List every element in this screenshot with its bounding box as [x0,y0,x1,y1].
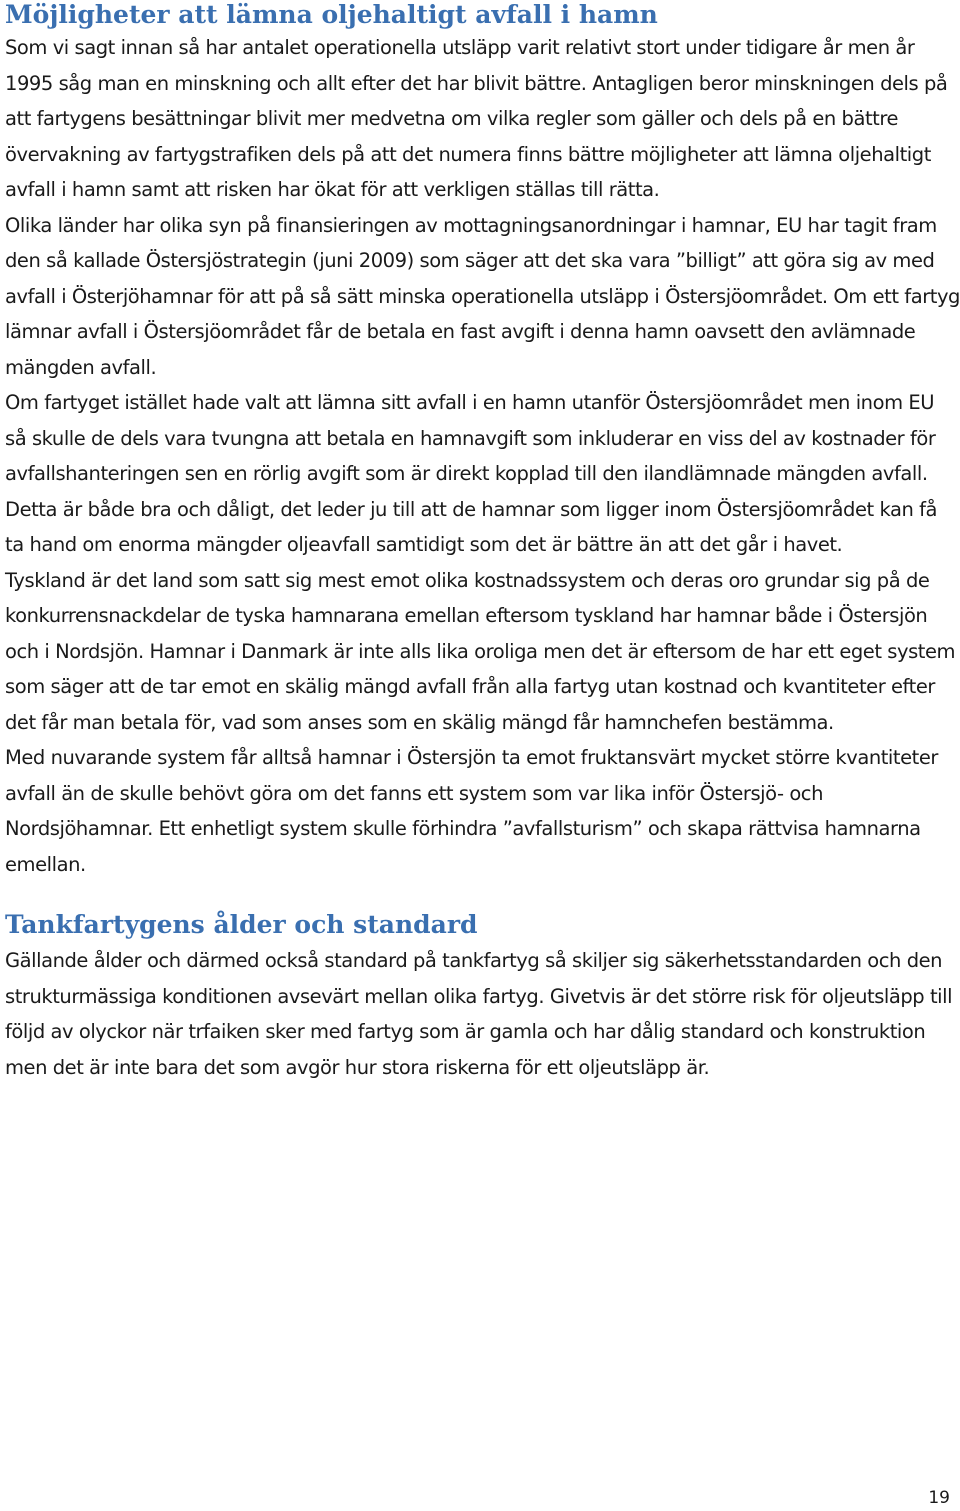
paragraph: Som vi sagt innan så har antalet operationella utsläpp varit relativt stort under tidigare år men år 1995 såg man en minskning och allt efter det har blivit bättre. Antagligen beror minskningen dels på att fartygens besättningar blivit mer medvetna om vilka regler som gäller och dels på en bättre övervakning av fartygstrafiken dels på att det numera finns bättre möjligheter att lämna oljehaltigt avfall i hamn samt att risken har ökat för att verkligen ställas till rätta. [5,36,948,201]
document-page [5,0,960,1085]
paragraph: Gällande ålder och därmed också standard på tankfartyg så skiljer sig säkerhetsstandarden och den strukturmässiga konditionen avsevärt mellan olika fartyg. Givetvis är det större risk för oljeutsläpp till följd av olyckor när trfaiken sker med fartyg som är gamla och har dålig standard och konstruktion men det är inte bara det som avgör hur stora riskerna för ett oljeutsläpp är. [5,949,953,1079]
section-heading: Tankfartygens ålder och standard [5,910,478,939]
paragraph: Med nuvarande system får alltså hamnar i Östersjön ta emot fruktansvärt mycket större kvantiteter avfall än de skulle behövt göra om det fanns ett system som var lika inför Östersjö- och Nordsjöhamnar. Ett enhetligt system skulle förhindra ”avfallsturism” och skapa rättvisa hamnarna emellan. [5,746,938,876]
section-heading: Möjligheter att lämna oljehaltigt avfall i hamn [5,0,658,29]
paragraph: Olika länder har olika syn på finansieringen av mottagningsanordningar i hamnar, EU har tagit fram den så kallade Östersjöstrategin (juni 2009) som säger att det ska vara ”billigt” att göra sig av med avfall i Österjöhamnar för att på så sätt minska operationella utsläpp i Östersjöområdet. Om ett fartyg lämnar avfall i Östersjöområdet får de betala en fast avgift i denna hamn oavsett den avlämnade mängden avfall. [5,213,960,379]
paragraph: Detta är både bra och dåligt, det leder ju till att de hamnar som ligger inom Östersjöområdet kan få ta hand om enorma mängder oljeavfall samtidigt som det är bättre än att det går i havet. [5,497,938,556]
paragraph: Tyskland är det land som satt sig mest emot olika kostnadssystem och deras oro grundar sig på de konkurrensnackdelar de tyska hamnarana emellan eftersom tyskland har hamnar både i Östersjön och i Nordsjön. Hamnar i Danmark är inte alls lika oroliga men det är eftersom de har ett eget system som säger att de tar emot en skälig mängd avfall från alla fartyg utan kostnad och kvantiteter efter det får man betala för, vad som anses som en skälig mängd får hamnchefen bestämma. [5,568,956,734]
page-number: 19 [928,1488,950,1508]
paragraph: Om fartyget istället hade valt att lämna sitt avfall i en hamn utanför Östersjöområdet men inom EU så skulle de dels vara tvungna att betala en hamnavgift som inkluderar en viss del av kostnader för avfallshanteringen sen en rörlig avgift som är direkt kopplad till den ilandlämnade mängden avfall. [5,391,936,485]
